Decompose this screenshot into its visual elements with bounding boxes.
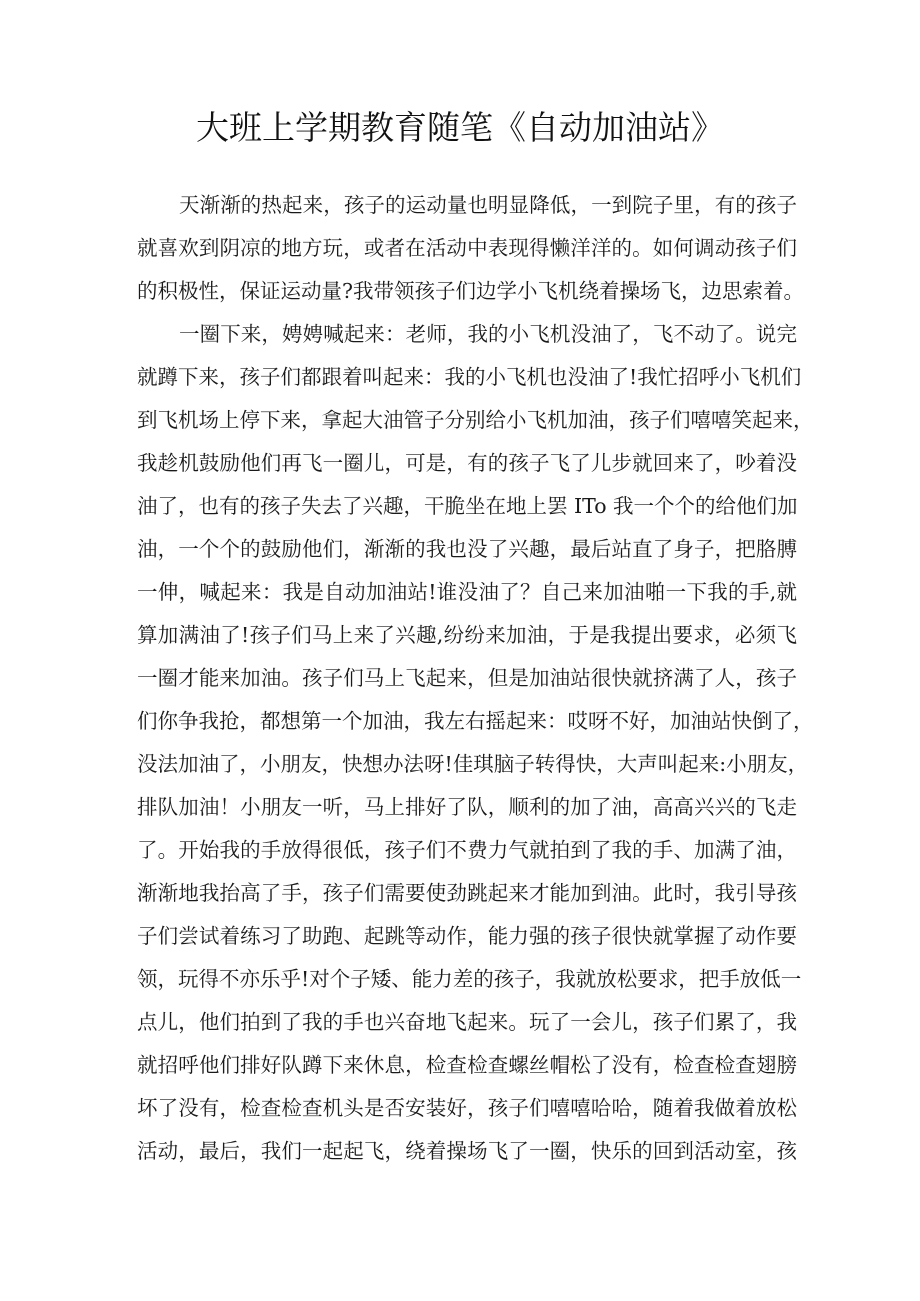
text-line: 的积极性，保证运动量?我带领孩子们边学小飞机绕着操场飞，边思索着。 — [137, 279, 804, 303]
text-line: 点儿，他们拍到了我的手也兴奋地飞起来。玩了一会儿，孩子们累了，我 — [137, 1010, 797, 1034]
text-line: 渐渐地我抬高了手，孩子们需要使劲跳起来才能加到油。此时，我引导孩 — [137, 881, 797, 905]
text-line: 一圈下来，娉娉喊起来：老师，我的小飞机没油了，飞不动了。说完 — [179, 322, 797, 346]
text-line: 我趁机鼓励他们再飞一圈儿，可是，有的孩子飞了儿步就回来了，吵着没 — [137, 451, 797, 475]
text-line: 了。开始我的手放得很低，孩子们不费力气就拍到了我的手、加满了油， — [137, 838, 797, 862]
text-line: 领，玩得不亦乐乎!对个子矮、能力差的孩子，我就放松要求，把手放低一 — [137, 967, 802, 991]
text-line: 到飞机场上停下来，拿起大油管子分别给小飞机加油，孩子们嘻嘻笑起来， — [137, 408, 814, 432]
text-line: 就招呼他们排好队蹲下来休息，检查检查螺丝帽松了没有，检查检查翅膀 — [137, 1053, 797, 1077]
text-line: 们你争我抢，都想第一个加油，我左右摇起来：哎呀不好，加油站快倒了， — [137, 709, 814, 733]
text-line: 一圈才能来加油。孩子们马上飞起来，但是加油站很快就挤满了人，孩子 — [137, 666, 797, 690]
text-line: 排队加油！小朋友一听，马上排好了队，顺利的加了油，高高兴兴的飞走 — [137, 795, 797, 819]
text-line: 坏了没有，检查检查机头是否安装好，孩子们嘻嘻哈哈，随着我做着放松 — [137, 1096, 797, 1120]
text-line: 没法加油了，小朋友，快想办法呀!佳琪脑子转得快，大声叫起来:小朋友， — [137, 752, 809, 776]
text-line: 油了，也有的孩子失去了兴趣，干脆坐在地上罢 ITo 我一个个的给他们加 — [137, 494, 798, 518]
text-line: 就蹲下来，孩子们都跟着叫起来：我的小飞机也没油了!我忙招呼小飞机们 — [137, 365, 802, 389]
text-line: 油，一个个的鼓励他们，渐渐的我也没了兴趣，最后站直了身子，把胳膊 — [137, 537, 797, 561]
text-line: 子们尝试着练习了助跑、起跳等动作，能力强的孩子很快就掌握了动作要 — [137, 924, 797, 948]
text-line: 算加满油了!孩子们马上来了兴趣,纷纷来加油，于是我提出要求，必须飞 — [137, 623, 797, 647]
text-line: 一伸，喊起来：我是自动加油站!谁没油了？自己来加油啪一下我的手,就 — [137, 580, 797, 604]
text-line: 就喜欢到阴凉的地方玩，或者在活动中表现得懒洋洋的。如何调动孩子们 — [137, 236, 797, 260]
text-line: 活动，最后，我们一起起飞，绕着操场飞了一圈，快乐的回到活动室，孩 — [137, 1139, 797, 1163]
document-title: 大班上学期教育随笔《自动加油站》 — [196, 108, 724, 147]
document-body — [137, 184, 814, 1173]
text-line: 天渐渐的热起来，孩子的运动量也明显降低，一到院子里，有的孩子 — [179, 193, 797, 217]
